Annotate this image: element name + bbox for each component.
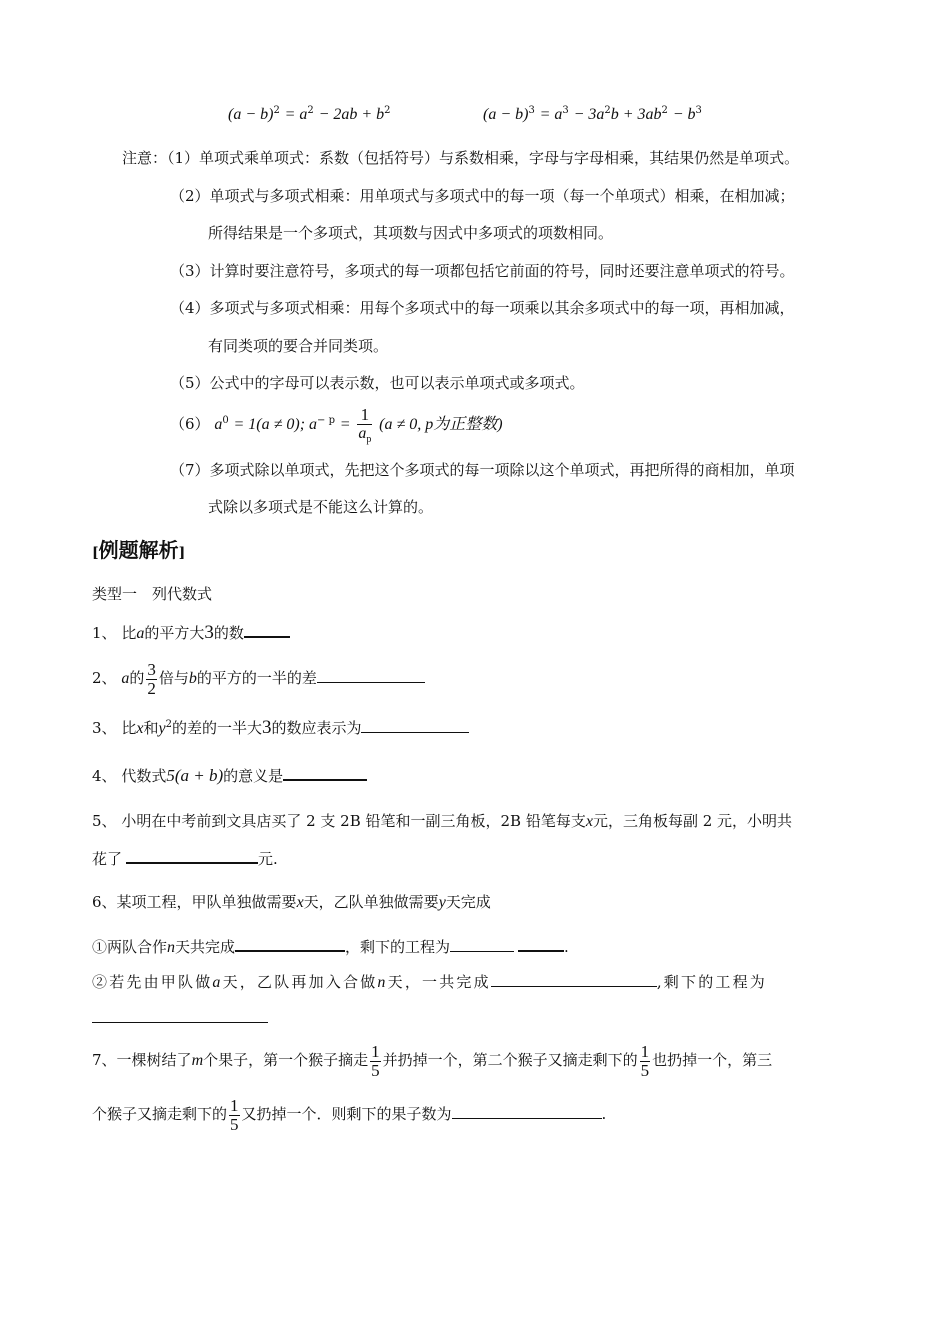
note-4b (208, 336, 388, 356)
question-text: 和 (143, 719, 159, 737)
question-text: 的平方的一半的差 (196, 669, 317, 687)
question-text: 小明在中考前到文具店买了 2 支 2B 铅笔和一副三角板，2B 铅笔每支 (121, 812, 586, 830)
answer-blank[interactable] (317, 668, 425, 683)
formula-part: − 2ab + b (318, 106, 385, 123)
fraction (357, 406, 372, 445)
formula-part: a (214, 416, 223, 433)
question-text: 某项工程，甲队单独做需要 (116, 893, 297, 911)
note-2a (170, 186, 795, 206)
answer-blank[interactable] (452, 1104, 602, 1119)
formula-part: − 3a (573, 106, 605, 123)
note-2b (208, 223, 613, 243)
answer-blank[interactable] (283, 765, 367, 781)
question-4 (92, 765, 367, 786)
fraction (229, 1097, 240, 1134)
question-2 (92, 658, 425, 699)
question-1 (92, 622, 290, 644)
question-text: 一棵树结了 (116, 1051, 192, 1069)
note-text: 式除以多项式是不能这么计算的。 (208, 498, 434, 516)
fraction-numerator: 1 (371, 1041, 380, 1061)
formula-part: = (339, 416, 351, 433)
question-text: 花了 (92, 850, 123, 868)
expression: 5(a + b) (166, 766, 224, 785)
answer-blank[interactable] (518, 936, 564, 952)
exponent: 2 (307, 105, 314, 116)
question-text: 个猴子又摘走剩下的 (92, 1105, 228, 1123)
variable: n (167, 939, 176, 956)
question-text: ①两队合作 (92, 938, 168, 956)
question-7 (92, 1038, 772, 1083)
formula-part: (a ≠ 0, p为正整数) (379, 416, 503, 433)
variable: x (296, 894, 304, 911)
question-text: 比 (121, 624, 137, 642)
exponent: 2 (165, 719, 172, 730)
exponent: 3 (528, 105, 535, 116)
formula-part: = a (539, 106, 563, 123)
formula-part: a (358, 424, 367, 442)
bracket: ] (178, 545, 186, 561)
answer-blank[interactable] (244, 622, 290, 638)
number: 3 (204, 622, 214, 643)
formula-part: = a (284, 106, 308, 123)
answer-blank[interactable] (450, 937, 514, 952)
fraction-denominator: 5 (230, 1114, 239, 1134)
question-text: 的意义是 (223, 767, 284, 785)
question-text: 也扔掉一个，第三 (652, 1051, 773, 1069)
answer-blank[interactable] (126, 848, 258, 864)
section-title-text: 例题解析 (98, 538, 179, 562)
note-6 (170, 404, 503, 447)
note-text: （5）公式中的字母可以表示数，也可以表示单项式或多项式。 (170, 374, 585, 392)
question-text: 并扔掉一个，第二个猴子又摘走剩下的 (382, 1051, 638, 1069)
question-number: 4、 (92, 767, 117, 785)
fraction-denominator: 5 (371, 1060, 380, 1080)
exponent: p (366, 433, 372, 445)
question-text: 天，乙队单独做需要 (303, 893, 439, 911)
question-6-sub-1 (92, 936, 569, 958)
fraction-denominator (357, 425, 372, 445)
exponent: 3 (562, 105, 569, 116)
exponent: 2 (384, 105, 391, 116)
exponent: 2 (604, 105, 611, 116)
note-text: （1）单项式乘单项式：系数（包括符号）与系数相乘，字母与字母相乘，其结果仍然是单项式。 (167, 149, 800, 167)
fraction-numerator: 3 (147, 659, 156, 679)
question-text: 元. (258, 850, 278, 868)
formula-cube-difference (483, 104, 702, 127)
note-text: （2）单项式与多项式相乘：用单项式与多项式中的每一项（每一个单项式）相乘，在相加减； (170, 187, 795, 205)
fraction-numerator: 1 (360, 404, 370, 424)
question-text: 代数式 (121, 767, 167, 785)
note-3 (170, 261, 795, 281)
question-number: 6、 (92, 893, 117, 911)
variable: n (377, 974, 388, 991)
question-text: 的数应表示为 (271, 719, 362, 737)
question-text: . (564, 938, 569, 956)
type-title: 类型一 列代数式 (92, 585, 213, 603)
variable: m (191, 1052, 204, 1069)
fraction (640, 1043, 651, 1080)
variable: y (158, 720, 166, 737)
note-label: 注意： (122, 149, 168, 167)
note-1 (122, 148, 799, 168)
question-number: 5、 (92, 812, 117, 830)
question-number: 7、 (92, 1051, 117, 1069)
note-text: （7）多项式除以单项式，先把这个多项式的每一项除以这个单项式，再把所得的商相加，单项 (170, 461, 795, 479)
variable: a (212, 974, 223, 991)
fraction (146, 661, 157, 698)
formula-part: b + 3ab (610, 106, 662, 123)
variable: a (136, 625, 145, 642)
question-text: ，剩下的工程为 (345, 938, 451, 956)
question-5 (92, 811, 792, 832)
question-6 (92, 892, 491, 913)
question-text: ②若先由甲队做 (92, 973, 213, 991)
note-text: （4）多项式与多项式相乘：用每个多项式中的每一项乘以其余多项式中的每一项，再相加减， (170, 299, 795, 317)
note-4a (170, 298, 795, 318)
question-text: ,剩下的工程为 (656, 973, 767, 991)
answer-blank[interactable] (361, 718, 469, 733)
question-text: 比 (121, 719, 137, 737)
question-text: 天完成 (445, 893, 491, 911)
question-text: 元，三角板每副 2 元，小明共 (592, 812, 793, 830)
exponent: 2 (661, 105, 668, 116)
question-text: 又扔掉一个．则剩下的果子数为 (241, 1105, 452, 1123)
fraction (370, 1043, 381, 1080)
exponent: 2 (273, 105, 280, 116)
answer-blank[interactable] (235, 936, 345, 952)
question-number: 2、 (92, 669, 117, 687)
question-number: 3、 (92, 719, 117, 737)
note-label: （6） (170, 415, 210, 433)
variable: x (585, 813, 593, 830)
variable: a (121, 670, 130, 687)
formula-square-difference (228, 104, 391, 127)
question-text: 天，一共完成 (387, 973, 491, 991)
question-text: 的数 (213, 624, 244, 642)
note-7b (208, 497, 433, 517)
exponent: 3 (695, 105, 702, 116)
question-text: 天共完成 (175, 938, 236, 956)
type-heading (92, 584, 212, 604)
number: 3 (261, 717, 272, 738)
question-6-sub-2-cont (92, 1008, 268, 1028)
question-text: . (601, 1105, 607, 1123)
note-text: 有同类项的要合并同类项。 (208, 337, 389, 355)
exponent: − p (317, 415, 336, 426)
question-5-cont (92, 848, 278, 869)
note-text: 所得结果是一个多项式，其项数与因式中多项式的项数相同。 (208, 224, 614, 242)
question-number: 1、 (92, 624, 117, 642)
fraction-numerator: 1 (230, 1095, 239, 1115)
question-text: 的差的一半大 (171, 719, 262, 737)
formula-part: (a − b) (483, 106, 529, 123)
question-6-sub-2 (92, 972, 767, 993)
question-text: 的平方大 (144, 624, 205, 642)
question-7-cont (92, 1092, 606, 1136)
fraction-numerator: 1 (640, 1041, 650, 1061)
variable: b (188, 670, 197, 687)
bracket: [ (92, 545, 99, 561)
formula-part: − b (672, 106, 696, 123)
section-title (92, 534, 185, 563)
answer-blank[interactable] (92, 1008, 268, 1023)
question-text: 的 (129, 669, 145, 687)
variable: y (438, 894, 446, 911)
note-text: （3）计算时要注意符号，多项式的每一项都包括它前面的符号，同时还要注意单项式的符号。 (170, 262, 795, 280)
fraction-denominator: 5 (640, 1060, 650, 1080)
note-5 (170, 373, 585, 393)
answer-blank[interactable] (491, 972, 657, 987)
variable: x (136, 720, 144, 737)
question-text: 天，乙队再加入合做 (222, 973, 378, 991)
formula-part: (a − b) (228, 106, 274, 123)
question-3 (92, 718, 469, 741)
question-text: 个果子，第一个猴子摘走 (203, 1051, 369, 1069)
exponent: 0 (222, 415, 229, 426)
question-text: 倍与 (158, 669, 189, 687)
formula-part: = 1(a ≠ 0); a (233, 416, 318, 433)
note-7a (170, 460, 795, 480)
fraction-denominator: 2 (147, 678, 156, 698)
